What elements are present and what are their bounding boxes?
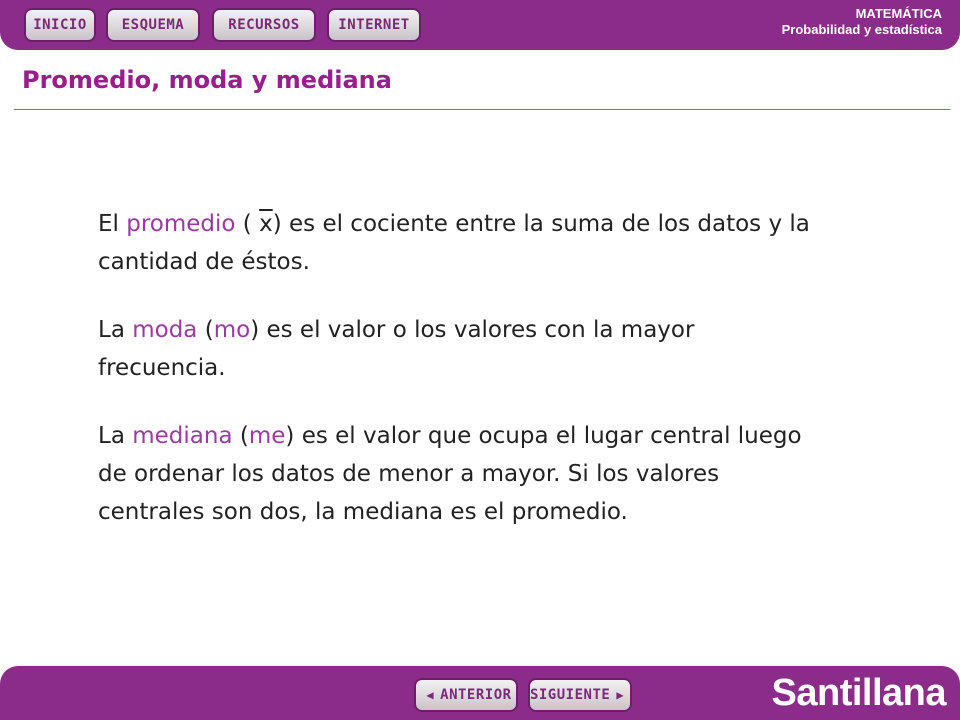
nav-recursos-button[interactable]: RECURSOS xyxy=(212,8,316,42)
text-segment: ) es el cociente entre la suma de los datos y la cantidad de éstos. xyxy=(98,211,810,275)
paragraph-promedio xyxy=(98,205,818,281)
term-promedio: promedio xyxy=(126,211,236,237)
triangle-right-icon: ▶ xyxy=(616,688,625,702)
term-moda: moda xyxy=(132,317,198,343)
siguiente-label: SIGUIENTE xyxy=(529,687,611,703)
subject-label: MATEMÁTICA xyxy=(855,6,942,21)
paragraph-moda xyxy=(98,311,818,387)
topic-label: Probabilidad y estadística xyxy=(781,22,942,37)
content-body xyxy=(98,205,818,561)
santillana-logo: Santillana xyxy=(771,672,946,714)
text-segment: ( xyxy=(197,317,214,343)
text-segment: ) es el valor o los valores con la mayor frecuencia. xyxy=(98,317,695,381)
nav-internet-button[interactable]: INTERNET xyxy=(327,8,421,42)
text-segment: El xyxy=(98,211,127,237)
nav-esquema-button[interactable]: ESQUEMA xyxy=(106,8,200,42)
abbr-mo: mo xyxy=(213,317,251,343)
text-segment: La xyxy=(98,423,133,449)
anterior-label: ANTERIOR xyxy=(440,687,512,703)
mean-symbol: $\overline{x}$ xyxy=(259,211,273,237)
text-segment: ) es el valor que ocupa el lugar central luego de ordenar los datos de menor a mayor. Si los valores centrales son dos, la mediana es el promedio. xyxy=(98,423,802,525)
abbr-me: me xyxy=(248,423,286,449)
text-segment: ( xyxy=(232,423,249,449)
page-title: Promedio, moda y mediana xyxy=(22,66,392,94)
term-mediana: mediana xyxy=(132,423,233,449)
paragraph-mediana xyxy=(98,417,818,531)
title-divider xyxy=(14,109,950,110)
subject-header xyxy=(782,6,942,38)
nav-inicio-button[interactable]: INICIO xyxy=(24,8,96,42)
anterior-button[interactable] xyxy=(414,678,518,712)
text-segment: La xyxy=(98,317,133,343)
siguiente-button[interactable] xyxy=(528,678,632,712)
text-segment: ( xyxy=(235,211,260,237)
triangle-left-icon: ◀ xyxy=(426,688,435,702)
